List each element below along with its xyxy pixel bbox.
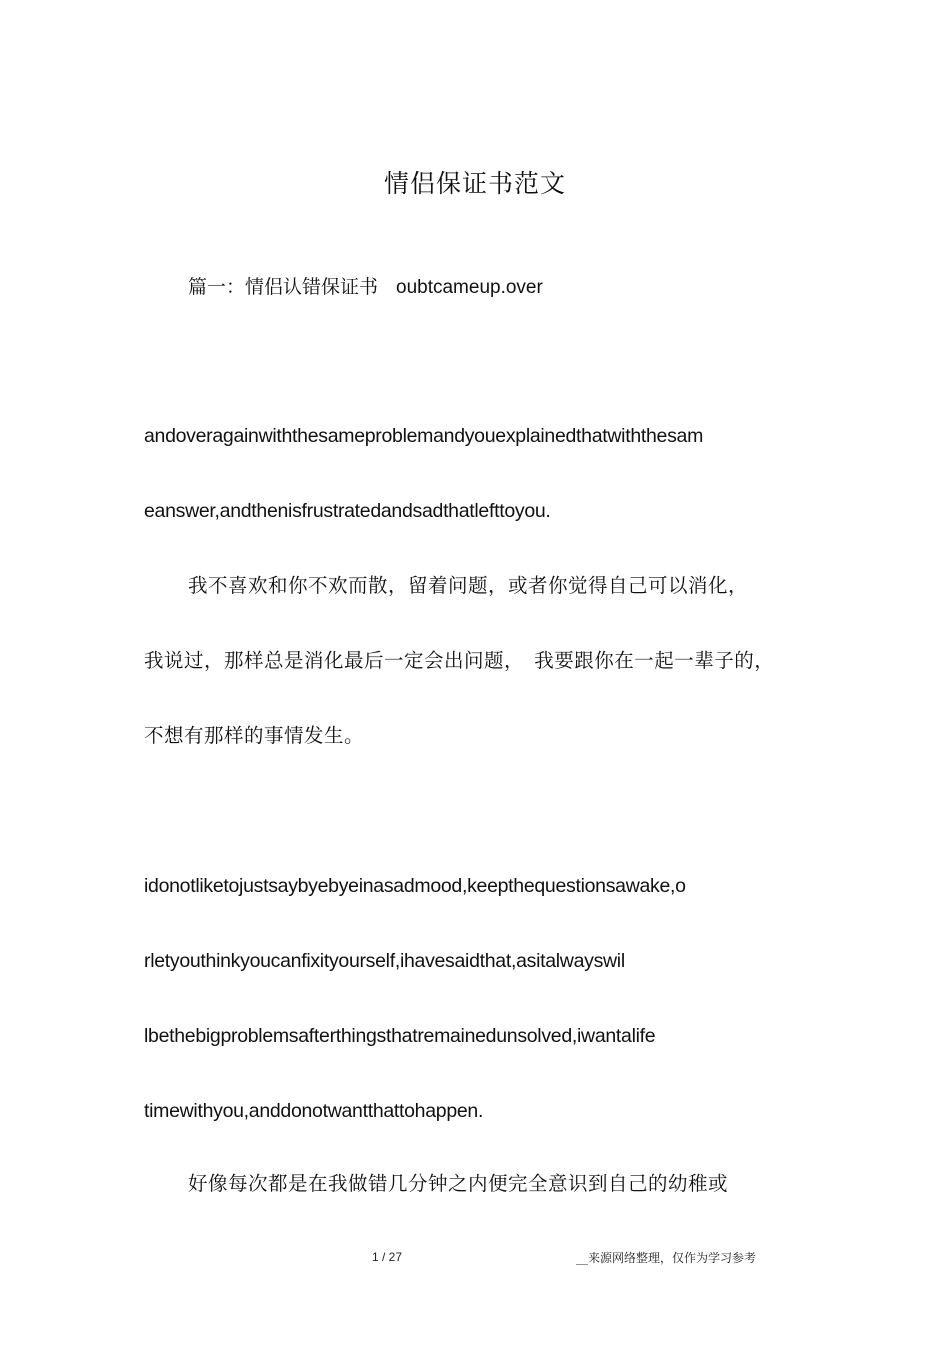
page-number: 1 / 27 <box>372 1250 403 1264</box>
paragraph-line: idonotliketojustsaybyebyeinasadmood,keepthequestionsawake,o <box>144 875 686 897</box>
paragraph-line: rletyouthinkyoucanfixityourself,ihavesaidthat,asitalwayswil <box>144 950 625 972</box>
paragraph-line: 不想有那样的事情发生。 <box>144 724 365 747</box>
paragraph-line: eanswer,andthenisfrustratedandsadthatlefttoyou. <box>144 500 551 522</box>
paragraph-line: andoveragainwiththesameproblemandyouexplainedthatwiththesam <box>144 425 704 447</box>
paragraph-line: 好像每次都是在我做错几分钟之内便完全意识到自己的幼稚或 <box>188 1172 729 1195</box>
paragraph-line: timewithyou,anddonotwantthattohappen. <box>144 1100 484 1122</box>
paragraph-line: lbethebigproblemsafterthingsthatremainedunsolved,iwantalife <box>144 1025 656 1047</box>
section-heading-cn: 篇一：情侣认错保证书 <box>188 276 379 298</box>
section-heading <box>188 274 543 301</box>
paragraph-line: 我不喜欢和你不欢而散，留着问题，或者你觉得自己可以消化， <box>188 574 749 597</box>
source-note: __来源网络整理，仅作为学习参考 <box>576 1251 757 1265</box>
section-heading-en: oubtcameup.over <box>396 277 543 298</box>
document-title: 情侣保证书范文 <box>383 169 566 198</box>
paragraph-line: 我说过，那样总是消化最后一定会出问题， 我要跟你在一起一辈子的， <box>144 649 775 672</box>
